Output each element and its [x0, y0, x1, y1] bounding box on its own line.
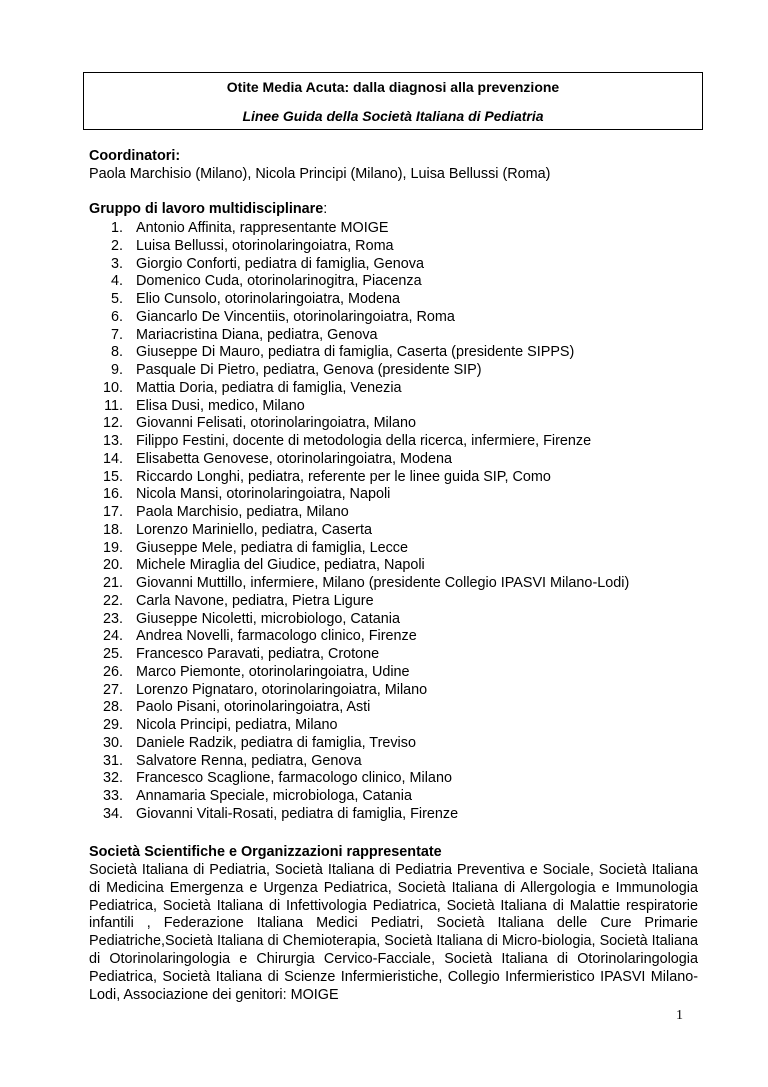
list-item-text: Mattia Doria, pediatra di famiglia, Venezia — [136, 379, 402, 396]
list-item-text: Lorenzo Mariniello, pediatra, Caserta — [136, 521, 372, 538]
list-item-number: 19. — [102, 539, 123, 556]
list-item-text: Elio Cunsolo, otorinolaringoiatra, Modena — [136, 291, 400, 307]
list-item-number: 18. — [102, 521, 123, 538]
list-item-text: Elisa Dusi, medico, Milano — [136, 397, 305, 414]
list-item-text: Francesco Scaglione, farmacologo clinico, Milano — [136, 770, 452, 787]
list-item — [89, 611, 629, 629]
list-item-number: 16. — [102, 486, 123, 503]
coordinators-label: Coordinatori: — [89, 148, 181, 164]
list-item-number: 17. — [102, 504, 123, 520]
list-item — [89, 469, 629, 487]
list-item — [89, 753, 629, 771]
list-item-text: Riccardo Longhi, pediatra, referente per le linee guida SIP, Como — [136, 468, 551, 485]
list-item-text: Mariacristina Diana, pediatra, Genova — [136, 326, 378, 343]
list-item-text: Giuseppe Di Mauro, pediatra di famiglia, Caserta (presidente SIPPS) — [136, 344, 575, 361]
list-item — [89, 344, 629, 362]
list-item — [89, 220, 629, 238]
list-item-number: 10. — [102, 379, 123, 396]
list-item-text: Filippo Festini, docente di metodologia della ricerca, infermiere, Firenze — [136, 433, 592, 449]
list-item — [89, 522, 629, 540]
list-item-text: Elisabetta Genovese, otorinolaringoiatra, Modena — [136, 450, 452, 467]
list-item — [89, 273, 629, 291]
list-item-number: 7. — [110, 326, 123, 343]
list-item-number: 32. — [102, 770, 123, 787]
list-item-number: 14. — [102, 450, 123, 467]
list-item-number: 21. — [102, 575, 123, 591]
list-item-number: 28. — [102, 699, 123, 716]
list-item — [89, 806, 629, 824]
list-item-text: Antonio Affinita, rappresentante MOIGE — [136, 220, 389, 236]
document-subtitle: Linee Guida della Società Italiana di Pediatria — [242, 108, 544, 124]
list-item-text: Michele Miraglia del Giudice, pediatra, Napoli — [136, 557, 425, 574]
list-item-text: Nicola Mansi, otorinolaringoiatra, Napoli — [136, 486, 391, 503]
list-item-number: 2. — [110, 237, 123, 254]
list-item — [89, 504, 629, 522]
list-item-number: 20. — [102, 557, 123, 574]
list-item-number: 4. — [110, 273, 123, 290]
list-item-number: 13. — [102, 433, 123, 449]
list-item — [89, 398, 629, 416]
list-item — [89, 309, 629, 327]
list-item-text: Giuseppe Nicoletti, microbiologo, Catania — [136, 610, 400, 627]
list-item — [89, 433, 629, 451]
list-item-number: 12. — [102, 415, 123, 432]
list-item — [89, 415, 629, 433]
list-item-text: Giancarlo De Vincentiis, otorinolaringoiatra, Roma — [136, 308, 455, 325]
list-item — [89, 664, 629, 682]
list-item — [89, 646, 629, 664]
list-item-text: Andrea Novelli, farmacologo clinico, Firenze — [136, 628, 417, 645]
list-item-number: 22. — [102, 592, 123, 609]
list-item — [89, 256, 629, 274]
working-group-colon: : — [323, 201, 328, 217]
list-item-text: Luisa Bellussi, otorinolaringoiatra, Roma — [136, 237, 394, 254]
list-item-text: Carla Navone, pediatra, Pietra Ligure — [136, 592, 374, 609]
list-item-number: 1. — [110, 220, 123, 236]
list-item-text: Francesco Paravati, pediatra, Crotone — [136, 646, 380, 662]
list-item — [89, 451, 629, 469]
list-item-text: Annamaria Speciale, microbiologa, Catania — [136, 788, 412, 804]
list-item-number: 33. — [102, 788, 123, 804]
list-item — [89, 682, 629, 700]
list-item-number: 11. — [104, 397, 123, 414]
list-item-number: 34. — [102, 805, 123, 822]
list-item-number: 5. — [110, 291, 123, 307]
list-item-text: Salvatore Renna, pediatra, Genova — [136, 752, 362, 769]
list-item-text: Pasquale Di Pietro, pediatra, Genova (presidente SIP) — [136, 362, 482, 378]
list-item-text: Giorgio Conforti, pediatra di famiglia, Genova — [136, 255, 424, 272]
list-item — [89, 291, 629, 309]
working-group-label: Gruppo di lavoro multidisciplinare — [89, 201, 324, 217]
list-item-number: 27. — [102, 681, 123, 698]
societies-text: Società Italiana di Pediatria, Società Italiana di Pediatria Preventiva e Sociale, Società Italiana di Medicina Emergenza e Urgenza Pediatrica, Società Italiana di Allergologia e Immunologia Pediatrica, Società Italiana di Infettivologia Pediatrica, Società Italiana di Malattie respiratorie infantili , Federazione Italiana Medici Pediatri, Società Italiana delle Cure Primarie Pediatriche,Società Italiana di Chemioterapia, Società Italiana di Micro-biologia, Società Italiana di Otorinolaringologia e Chirurgia Cervico-Facciale, Società Italiana di Otorinolaringologia Pediatrica, Società Italiana di Scienze Infermieristiche, Collegio Infermieristico IPASVI Milano-Lodi, Associazione dei genitori: MOIGE — [89, 862, 698, 1003]
list-item — [89, 327, 629, 345]
list-item — [89, 540, 629, 558]
societies-heading: Società Scientifiche e Organizzazioni rappresentate — [89, 844, 442, 860]
list-item-number: 23. — [102, 610, 123, 627]
list-item-text: Marco Piemonte, otorinolaringoiatra, Udine — [136, 663, 410, 680]
list-item-number: 26. — [102, 663, 123, 680]
list-item-number: 30. — [102, 734, 123, 751]
list-item-number: 24. — [102, 628, 123, 645]
list-item — [89, 593, 629, 611]
coordinators-names: Paola Marchisio (Milano), Nicola Principi (Milano), Luisa Bellussi (Roma) — [89, 166, 551, 182]
list-item — [89, 770, 629, 788]
list-item-text: Giovanni Vitali-Rosati, pediatra di famiglia, Firenze — [136, 805, 459, 822]
list-item — [89, 557, 629, 575]
page-number: 1 — [676, 1008, 683, 1023]
list-item-text: Daniele Radzik, pediatra di famiglia, Treviso — [136, 734, 416, 751]
list-item-text: Lorenzo Pignataro, otorinolaringoiatra, Milano — [136, 681, 428, 698]
list-item — [89, 575, 629, 593]
list-item-text: Nicola Principi, pediatra, Milano — [136, 717, 338, 733]
list-item — [89, 788, 629, 806]
working-group-heading — [89, 201, 327, 217]
list-item-number: 3. — [110, 255, 123, 272]
list-item-number: 8. — [110, 344, 123, 361]
list-item — [89, 486, 629, 504]
document-title: Otite Media Acuta: dalla diagnosi alla prevenzione — [226, 79, 560, 95]
list-item — [89, 238, 629, 256]
list-item-text: Giuseppe Mele, pediatra di famiglia, Lecce — [136, 539, 408, 556]
list-item — [89, 362, 629, 380]
list-item-number: 15. — [102, 468, 123, 485]
member-list — [89, 220, 629, 824]
list-item-number: 9. — [110, 362, 123, 378]
list-item-number: 25. — [102, 646, 123, 662]
list-item — [89, 699, 629, 717]
title-box — [83, 72, 703, 130]
list-item — [89, 380, 629, 398]
list-item-text: Domenico Cuda, otorinolarinogitra, Piacenza — [136, 273, 422, 290]
list-item-number: 31. — [102, 752, 123, 769]
list-item-text: Paolo Pisani, otorinolaringoiatra, Asti — [136, 699, 371, 716]
list-item-text: Paola Marchisio, pediatra, Milano — [136, 504, 349, 520]
list-item — [89, 735, 629, 753]
list-item — [89, 628, 629, 646]
list-item-text: Giovanni Felisati, otorinolaringoiatra, Milano — [136, 415, 416, 432]
list-item-number: 29. — [102, 717, 123, 733]
list-item-number: 6. — [110, 308, 123, 325]
list-item-text: Giovanni Muttillo, infermiere, Milano (presidente Collegio IPASVI Milano-Lodi) — [136, 575, 630, 591]
list-item — [89, 717, 629, 735]
